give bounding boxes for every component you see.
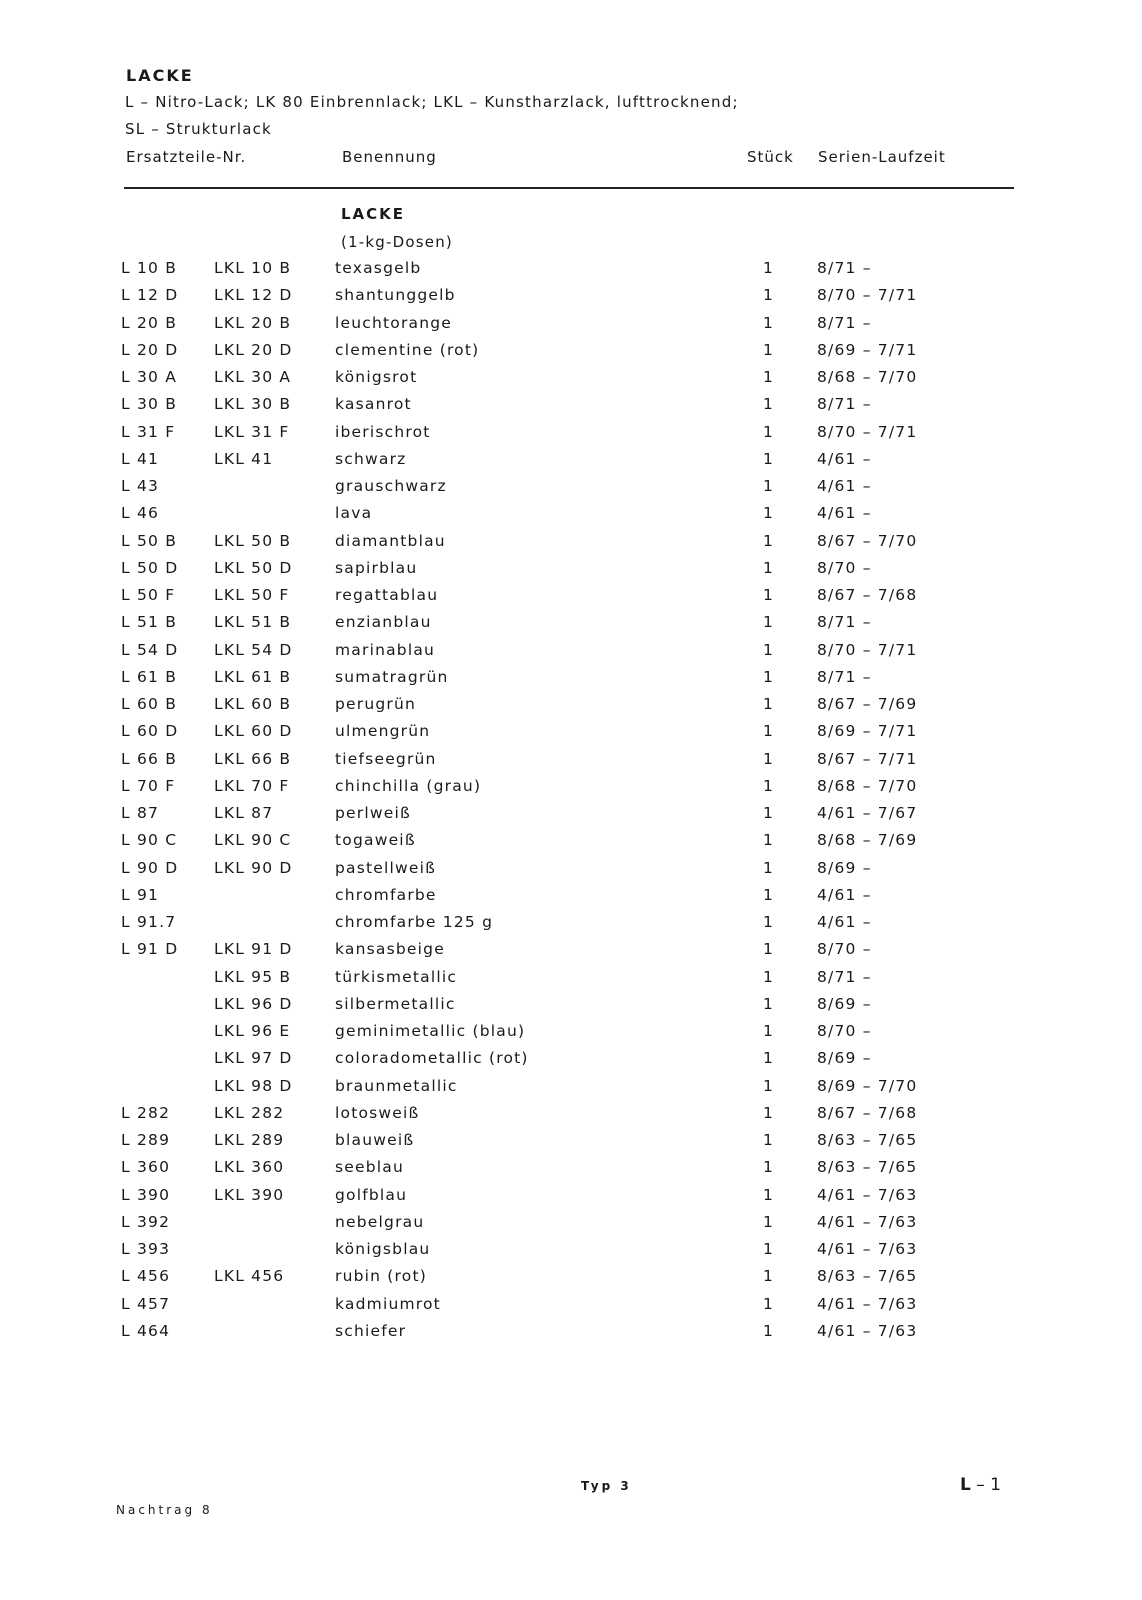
- color-name: enzianblau: [335, 613, 432, 632]
- color-name: marinablau: [335, 640, 436, 659]
- quantity: 1: [763, 286, 775, 305]
- series-period: 4/61 – 7/63: [817, 1240, 918, 1258]
- table-row: [0, 286, 1142, 313]
- part-no-lkl: LKL 54 D: [214, 640, 293, 659]
- legend-line-2: SL – Strukturlack: [125, 120, 272, 138]
- table-row: [0, 450, 1142, 477]
- table-row: [0, 504, 1142, 531]
- footer-page-number: [960, 1475, 1001, 1495]
- table-row: [0, 886, 1142, 913]
- color-name: lotosweiß: [335, 1103, 420, 1122]
- series-period: 8/63 – 7/65: [817, 1267, 918, 1286]
- part-no-lkl: LKL 61 B: [214, 667, 292, 686]
- section-subtitle: (1-kg-Dosen): [341, 233, 453, 251]
- quantity: 1: [763, 1103, 775, 1122]
- part-no-l: L 30 A: [121, 368, 178, 386]
- series-period: 8/69 –: [817, 858, 872, 877]
- table-row: [0, 695, 1142, 722]
- quantity: 1: [763, 722, 775, 741]
- quantity: 1: [763, 994, 775, 1013]
- table-row: [0, 831, 1142, 858]
- color-name: lava: [335, 504, 373, 523]
- table-row: [0, 722, 1142, 749]
- part-no-lkl: LKL 51 B: [214, 613, 292, 632]
- part-no-lkl: LKL 90 D: [214, 858, 293, 877]
- quantity: 1: [763, 613, 775, 632]
- table-row: [0, 750, 1142, 777]
- quantity: 1: [763, 531, 775, 550]
- quantity: 1: [763, 558, 775, 577]
- series-period: 8/70 – 7/71: [817, 640, 918, 659]
- column-header-part-no: Ersatzteile-Nr.: [126, 148, 247, 166]
- section-title: LACKE: [341, 205, 406, 223]
- part-no-l: L 91 D: [121, 940, 179, 959]
- table-row: [0, 368, 1142, 395]
- part-no-lkl: LKL 70 F: [214, 776, 290, 795]
- part-no-l: L 50 D: [121, 558, 179, 577]
- series-period: 8/68 – 7/69: [817, 831, 918, 850]
- table-row: [0, 1077, 1142, 1104]
- series-period: 8/67 – 7/68: [817, 586, 918, 604]
- part-no-lkl: LKL 31 F: [214, 422, 290, 441]
- part-no-l: L 46: [121, 504, 160, 523]
- quantity: 1: [763, 1212, 775, 1231]
- series-period: 8/69 – 7/71: [817, 722, 918, 741]
- quantity: 1: [763, 1158, 775, 1177]
- part-no-l: L 30 B: [121, 395, 178, 414]
- part-no-lkl: LKL 282: [214, 1103, 285, 1122]
- quantity: 1: [763, 1267, 775, 1286]
- series-period: 4/61 –: [817, 504, 872, 523]
- color-name: kasanrot: [335, 395, 412, 414]
- quantity: 1: [763, 695, 775, 713]
- series-period: 8/63 – 7/65: [817, 1158, 918, 1177]
- table-row: [0, 559, 1142, 586]
- series-period: 4/61 – 7/67: [817, 804, 918, 822]
- color-name: chinchilla (grau): [335, 776, 482, 795]
- part-no-lkl: LKL 66 B: [214, 749, 292, 768]
- part-no-lkl: LKL 30 B: [214, 395, 292, 414]
- table-row: [0, 613, 1142, 640]
- part-no-lkl: LKL 96 D: [214, 994, 293, 1013]
- quantity: 1: [763, 1131, 775, 1149]
- color-name: schwarz: [335, 449, 407, 468]
- quantity: 1: [763, 1076, 775, 1095]
- quantity: 1: [763, 1321, 775, 1340]
- part-no-l: L 282: [121, 1103, 171, 1122]
- series-period: 8/70 –: [817, 1022, 872, 1040]
- quantity: 1: [763, 640, 775, 659]
- color-name: diamantblau: [335, 531, 446, 550]
- color-name: shantunggelb: [335, 286, 456, 305]
- quantity: 1: [763, 967, 775, 986]
- series-period: 4/61 – 7/63: [817, 1212, 918, 1231]
- series-period: 8/69 – 7/71: [817, 340, 918, 359]
- part-no-l: L 10 B: [121, 259, 178, 277]
- table-row: [0, 259, 1142, 286]
- quantity: 1: [763, 667, 775, 686]
- part-no-l: L 360: [121, 1158, 171, 1177]
- part-no-lkl: LKL 456: [214, 1267, 285, 1286]
- series-period: 8/67 – 7/70: [817, 531, 918, 550]
- part-no-l: L 91.7: [121, 913, 177, 931]
- series-period: 8/70 –: [817, 558, 872, 577]
- quantity: 1: [763, 1294, 775, 1313]
- part-no-l: L 61 B: [121, 667, 178, 686]
- color-name: ulmengrün: [335, 722, 431, 741]
- series-period: 4/61 –: [817, 913, 872, 931]
- part-no-l: L 50 B: [121, 531, 178, 550]
- quantity: 1: [763, 1049, 775, 1068]
- series-period: 8/69 – 7/70: [817, 1076, 918, 1095]
- table-row: [0, 1267, 1142, 1294]
- color-name: coloradometallic (rot): [335, 1049, 529, 1068]
- series-period: 8/70 –: [817, 940, 872, 959]
- quantity: 1: [763, 776, 775, 795]
- part-no-lkl: LKL 20 B: [214, 313, 292, 332]
- part-no-lkl: LKL 10 B: [214, 259, 292, 277]
- footer-page-letter: L: [960, 1475, 971, 1495]
- quantity: 1: [763, 1185, 775, 1204]
- table-row: [0, 1131, 1142, 1158]
- table-row: [0, 1240, 1142, 1267]
- color-name: blauweiß: [335, 1131, 415, 1149]
- part-no-lkl: LKL 98 D: [214, 1076, 293, 1095]
- part-no-l: L 12 D: [121, 286, 179, 305]
- table-row: [0, 586, 1142, 613]
- color-name: geminimetallic (blau): [335, 1022, 526, 1040]
- table-row: [0, 395, 1142, 422]
- color-name: türkismetallic: [335, 967, 458, 986]
- part-no-lkl: LKL 95 B: [214, 967, 292, 986]
- quantity: 1: [763, 477, 775, 495]
- part-no-lkl: LKL 360: [214, 1158, 285, 1177]
- table-row: [0, 968, 1142, 995]
- quantity: 1: [763, 749, 775, 768]
- column-header-qty: Stück: [747, 148, 794, 166]
- color-name: regattablau: [335, 586, 439, 604]
- series-period: 8/71 –: [817, 667, 872, 686]
- part-no-l: L 60 D: [121, 722, 179, 741]
- series-period: 4/61 –: [817, 885, 872, 904]
- color-name: golfblau: [335, 1185, 408, 1204]
- quantity: 1: [763, 804, 775, 822]
- table-row: [0, 913, 1142, 940]
- part-no-l: L 392: [121, 1212, 171, 1231]
- part-no-l: L 390: [121, 1185, 171, 1204]
- series-period: 8/63 – 7/65: [817, 1131, 918, 1149]
- part-no-l: L 464: [121, 1321, 171, 1340]
- part-no-l: L 20 D: [121, 340, 179, 359]
- table-row: [0, 859, 1142, 886]
- series-period: 8/67 – 7/68: [817, 1103, 918, 1122]
- part-no-lkl: LKL 20 D: [214, 340, 293, 359]
- table-row: [0, 668, 1142, 695]
- series-period: 8/70 – 7/71: [817, 422, 918, 441]
- series-period: 8/71 –: [817, 613, 872, 632]
- table-row: [0, 1322, 1142, 1349]
- part-no-lkl: LKL 60 B: [214, 695, 292, 713]
- series-period: 8/71 –: [817, 259, 872, 277]
- color-name: kadmiumrot: [335, 1294, 441, 1313]
- part-no-lkl: LKL 289: [214, 1131, 285, 1149]
- quantity: 1: [763, 1240, 775, 1258]
- color-name: chromfarbe 125 g: [335, 913, 494, 931]
- part-no-l: L 41: [121, 449, 160, 468]
- table-row: [0, 1022, 1142, 1049]
- series-period: 8/71 –: [817, 967, 872, 986]
- color-name: königsblau: [335, 1240, 431, 1258]
- table-row: [0, 477, 1142, 504]
- color-name: sumatragrün: [335, 667, 449, 686]
- quantity: 1: [763, 395, 775, 414]
- color-name: sapirblau: [335, 558, 418, 577]
- table-row: [0, 804, 1142, 831]
- color-name: nebelgrau: [335, 1212, 425, 1231]
- legend-line-1: L – Nitro-Lack; LK 80 Einbrennlack; LKL – Kunstharzlack, lufttrocknend;: [125, 93, 739, 111]
- part-no-lkl: LKL 90 C: [214, 831, 292, 850]
- table-row: [0, 1295, 1142, 1322]
- color-name: clementine (rot): [335, 340, 480, 359]
- series-period: 8/71 –: [817, 395, 872, 414]
- table-row: [0, 1186, 1142, 1213]
- table-row: [0, 1213, 1142, 1240]
- table-row: [0, 995, 1142, 1022]
- color-name: togaweiß: [335, 831, 416, 850]
- table-row: [0, 940, 1142, 967]
- part-no-l: L 393: [121, 1240, 171, 1258]
- color-name: braunmetallic: [335, 1076, 458, 1095]
- quantity: 1: [763, 940, 775, 959]
- part-no-l: L 91: [121, 885, 160, 904]
- color-name: rubin (rot): [335, 1267, 427, 1286]
- part-no-l: L 50 F: [121, 586, 176, 604]
- table-row: [0, 341, 1142, 368]
- color-name: seeblau: [335, 1158, 405, 1177]
- quantity: 1: [763, 259, 775, 277]
- part-no-l: L 51 B: [121, 613, 178, 632]
- color-name: pastellweiß: [335, 858, 437, 877]
- series-period: 8/70 – 7/71: [817, 286, 918, 305]
- part-no-l: L 70 F: [121, 776, 176, 795]
- color-name: tiefseegrün: [335, 749, 437, 768]
- table-row: [0, 777, 1142, 804]
- series-period: 8/68 – 7/70: [817, 368, 918, 386]
- table-row: [0, 1104, 1142, 1131]
- column-header-period: Serien-Laufzeit: [818, 148, 946, 166]
- part-no-l: L 87: [121, 804, 160, 822]
- part-no-l: L 90 C: [121, 831, 178, 850]
- part-no-l: L 456: [121, 1267, 171, 1286]
- color-name: schiefer: [335, 1321, 407, 1340]
- color-name: königsrot: [335, 368, 418, 386]
- color-name: texasgelb: [335, 259, 422, 277]
- part-no-l: L 31 F: [121, 422, 176, 441]
- footer-typ: Typ 3: [581, 1479, 632, 1493]
- column-header-name: Benennung: [342, 148, 437, 166]
- part-no-lkl: LKL 50 D: [214, 558, 293, 577]
- part-no-l: L 43: [121, 477, 160, 495]
- part-no-l: L 66 B: [121, 749, 178, 768]
- quantity: 1: [763, 504, 775, 523]
- part-no-lkl: LKL 12 D: [214, 286, 293, 305]
- series-period: 8/69 –: [817, 1049, 872, 1068]
- quantity: 1: [763, 1022, 775, 1040]
- color-name: iberischrot: [335, 422, 431, 441]
- color-name: perugrün: [335, 695, 417, 713]
- quantity: 1: [763, 422, 775, 441]
- series-period: 8/71 –: [817, 313, 872, 332]
- part-no-l: L 457: [121, 1294, 171, 1313]
- series-period: 4/61 –: [817, 477, 872, 495]
- part-no-lkl: LKL 87: [214, 804, 274, 822]
- table-row: [0, 532, 1142, 559]
- series-period: 8/67 – 7/71: [817, 749, 918, 768]
- part-no-lkl: LKL 50 F: [214, 586, 290, 604]
- table-row: [0, 641, 1142, 668]
- header-rule: [124, 187, 1014, 189]
- series-period: 8/69 –: [817, 994, 872, 1013]
- part-no-lkl: LKL 41: [214, 449, 274, 468]
- quantity: 1: [763, 449, 775, 468]
- page-title: LACKE: [126, 66, 194, 85]
- part-no-lkl: LKL 50 B: [214, 531, 292, 550]
- quantity: 1: [763, 885, 775, 904]
- table-row: [0, 1049, 1142, 1076]
- table-row: [0, 314, 1142, 341]
- quantity: 1: [763, 340, 775, 359]
- quantity: 1: [763, 313, 775, 332]
- color-name: chromfarbe: [335, 885, 437, 904]
- footer-page-rest: – 1: [976, 1475, 1001, 1495]
- color-name: grauschwarz: [335, 477, 447, 495]
- color-name: leuchtorange: [335, 313, 453, 332]
- part-no-lkl: LKL 30 A: [214, 368, 292, 386]
- color-name: silbermetallic: [335, 994, 456, 1013]
- quantity: 1: [763, 913, 775, 931]
- quantity: 1: [763, 368, 775, 386]
- table-row: [0, 423, 1142, 450]
- part-no-l: L 60 B: [121, 695, 178, 713]
- part-no-lkl: LKL 96 E: [214, 1022, 291, 1040]
- series-period: 8/67 – 7/69: [817, 695, 918, 713]
- quantity: 1: [763, 586, 775, 604]
- part-no-lkl: LKL 390: [214, 1185, 285, 1204]
- table-row: [0, 1158, 1142, 1185]
- part-no-l: L 20 B: [121, 313, 178, 332]
- series-period: 4/61 – 7/63: [817, 1321, 918, 1340]
- footer-nachtrag: Nachtrag 8: [116, 1503, 213, 1517]
- part-no-lkl: LKL 97 D: [214, 1049, 293, 1068]
- quantity: 1: [763, 858, 775, 877]
- series-period: 8/68 – 7/70: [817, 776, 918, 795]
- part-no-lkl: LKL 60 D: [214, 722, 293, 741]
- quantity: 1: [763, 831, 775, 850]
- part-no-l: L 289: [121, 1131, 171, 1149]
- color-name: kansasbeige: [335, 940, 445, 959]
- series-period: 4/61 – 7/63: [817, 1185, 918, 1204]
- part-no-l: L 90 D: [121, 858, 179, 877]
- part-no-l: L 54 D: [121, 640, 179, 659]
- color-name: perlweiß: [335, 804, 411, 822]
- part-no-lkl: LKL 91 D: [214, 940, 293, 959]
- series-period: 4/61 – 7/63: [817, 1294, 918, 1313]
- series-period: 4/61 –: [817, 449, 872, 468]
